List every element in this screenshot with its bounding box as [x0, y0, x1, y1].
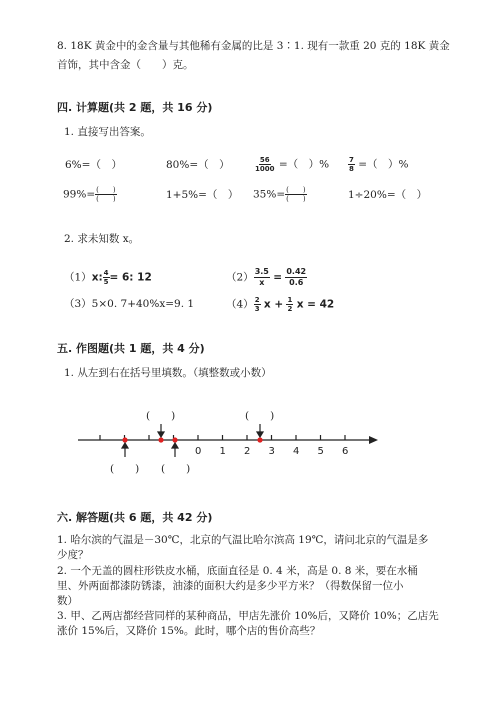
calc-6-percent: 6%=（ ） [65, 159, 122, 171]
number-line-blank-top-1: ( ) [146, 410, 176, 422]
section-6-line-6: 3. 甲、乙两店都经营同样的某种商品，甲店先涨价 10%后，又降价 10%；乙店先 [57, 610, 439, 622]
number-line-tick-label: 2 [244, 446, 251, 457]
red-point-2 [158, 437, 163, 442]
calc-7-over-8: $\frac{7}{8}$ =（ ）% [349, 156, 409, 173]
arrow-up-1-head [122, 443, 128, 448]
calc-1-div-20-percent: 1÷20%=（ ） [348, 189, 428, 201]
red-point-1 [122, 437, 127, 442]
q4-2-title: 2. 求未知数 x。 [64, 233, 140, 245]
calc-99-percent: 99%= $\frac{( )}{( )}$ [63, 186, 116, 203]
section-6-line-3: 2. 一个无盖的圆柱形铁皮水桶，底面直径是 0. 4 米，高是 0. 8 米，要在水桶 [57, 565, 418, 577]
red-point-4 [257, 437, 262, 442]
number-line-blank-bottom-2: ( ) [161, 463, 191, 475]
calc-1-plus-5-percent: 1+5%=（ ） [166, 189, 239, 201]
section-6-line-4: 里、外两面都漆防锈漆，油漆的面积大约是多少平方米？（得数保留一位小 [57, 580, 404, 592]
calc-80-percent: 80%=（ ） [166, 159, 230, 171]
q8-line1: 8. 18K 黄金中的金含量与其他稀有金属的比是 3∶1. 现有一款重 20 克的 18K 黄金 [57, 40, 450, 52]
equation-1: （1）x: $\frac{4}{5}$ = 6: 12 [64, 269, 152, 286]
section-6-title: 六. 解答题(共 6 题，共 42 分) [57, 511, 213, 524]
arrow-down-2-head [257, 432, 263, 437]
q4-1-title: 1. 直接写出答案。 [64, 126, 151, 138]
section-6-line-7: 涨价 15%后，又降价 15%。此时，哪个店的售价高些？ [57, 625, 321, 637]
equation-2: （2） $\frac{3.5}{x}$ = $\frac{0.42}{0.6}$ [226, 267, 307, 287]
number-line-arrowhead [369, 436, 378, 444]
number-line-tick-label: 0 [195, 446, 202, 457]
section-4-title: 四. 计算题(共 2 题，共 16 分) [57, 101, 213, 114]
red-point-3 [172, 437, 177, 442]
section-6-line-2: 少度？ [57, 549, 89, 561]
q8-line2: 首饰，其中含金（ ）克。 [57, 59, 194, 71]
number-line-tick-label: 6 [342, 446, 349, 457]
number-line-ticks [100, 435, 345, 440]
section-6-line-1: 1. 哈尔滨的气温是－30℃，北京的气温比哈尔滨高 19℃，请问北京的气温是多 [57, 534, 429, 546]
section-6-line-5: 数） [57, 595, 78, 607]
number-line-tick-label: 1 [219, 446, 226, 457]
section-5-title: 五. 作图题(共 1 题，共 4 分) [57, 342, 205, 355]
number-line-blank-top-2: ( ) [245, 410, 275, 422]
number-line-tick-label: 5 [317, 446, 324, 457]
number-line-blank-bottom-1: ( ) [110, 463, 140, 475]
equation-3: （3）5×0. 7+40%x=9. 1 [64, 298, 195, 310]
equation-4: （4） $\frac{2}{3}$ x + $\frac{1}{2}$ x = 42 [226, 296, 335, 313]
number-line-tick-label: 4 [293, 446, 300, 457]
calc-56-over-1000: $\frac{56}{1000}$ =（ ）% [255, 156, 330, 173]
arrow-down-1-head [158, 432, 164, 437]
arrow-up-2-head [172, 443, 178, 448]
calc-35-percent: 35%= $\frac{( )}{( )}$ [253, 186, 306, 203]
number-line-tick-label: 3 [268, 446, 275, 457]
q5-1-text: 1. 从左到右在括号里填数。（填整数或小数） [64, 367, 272, 379]
